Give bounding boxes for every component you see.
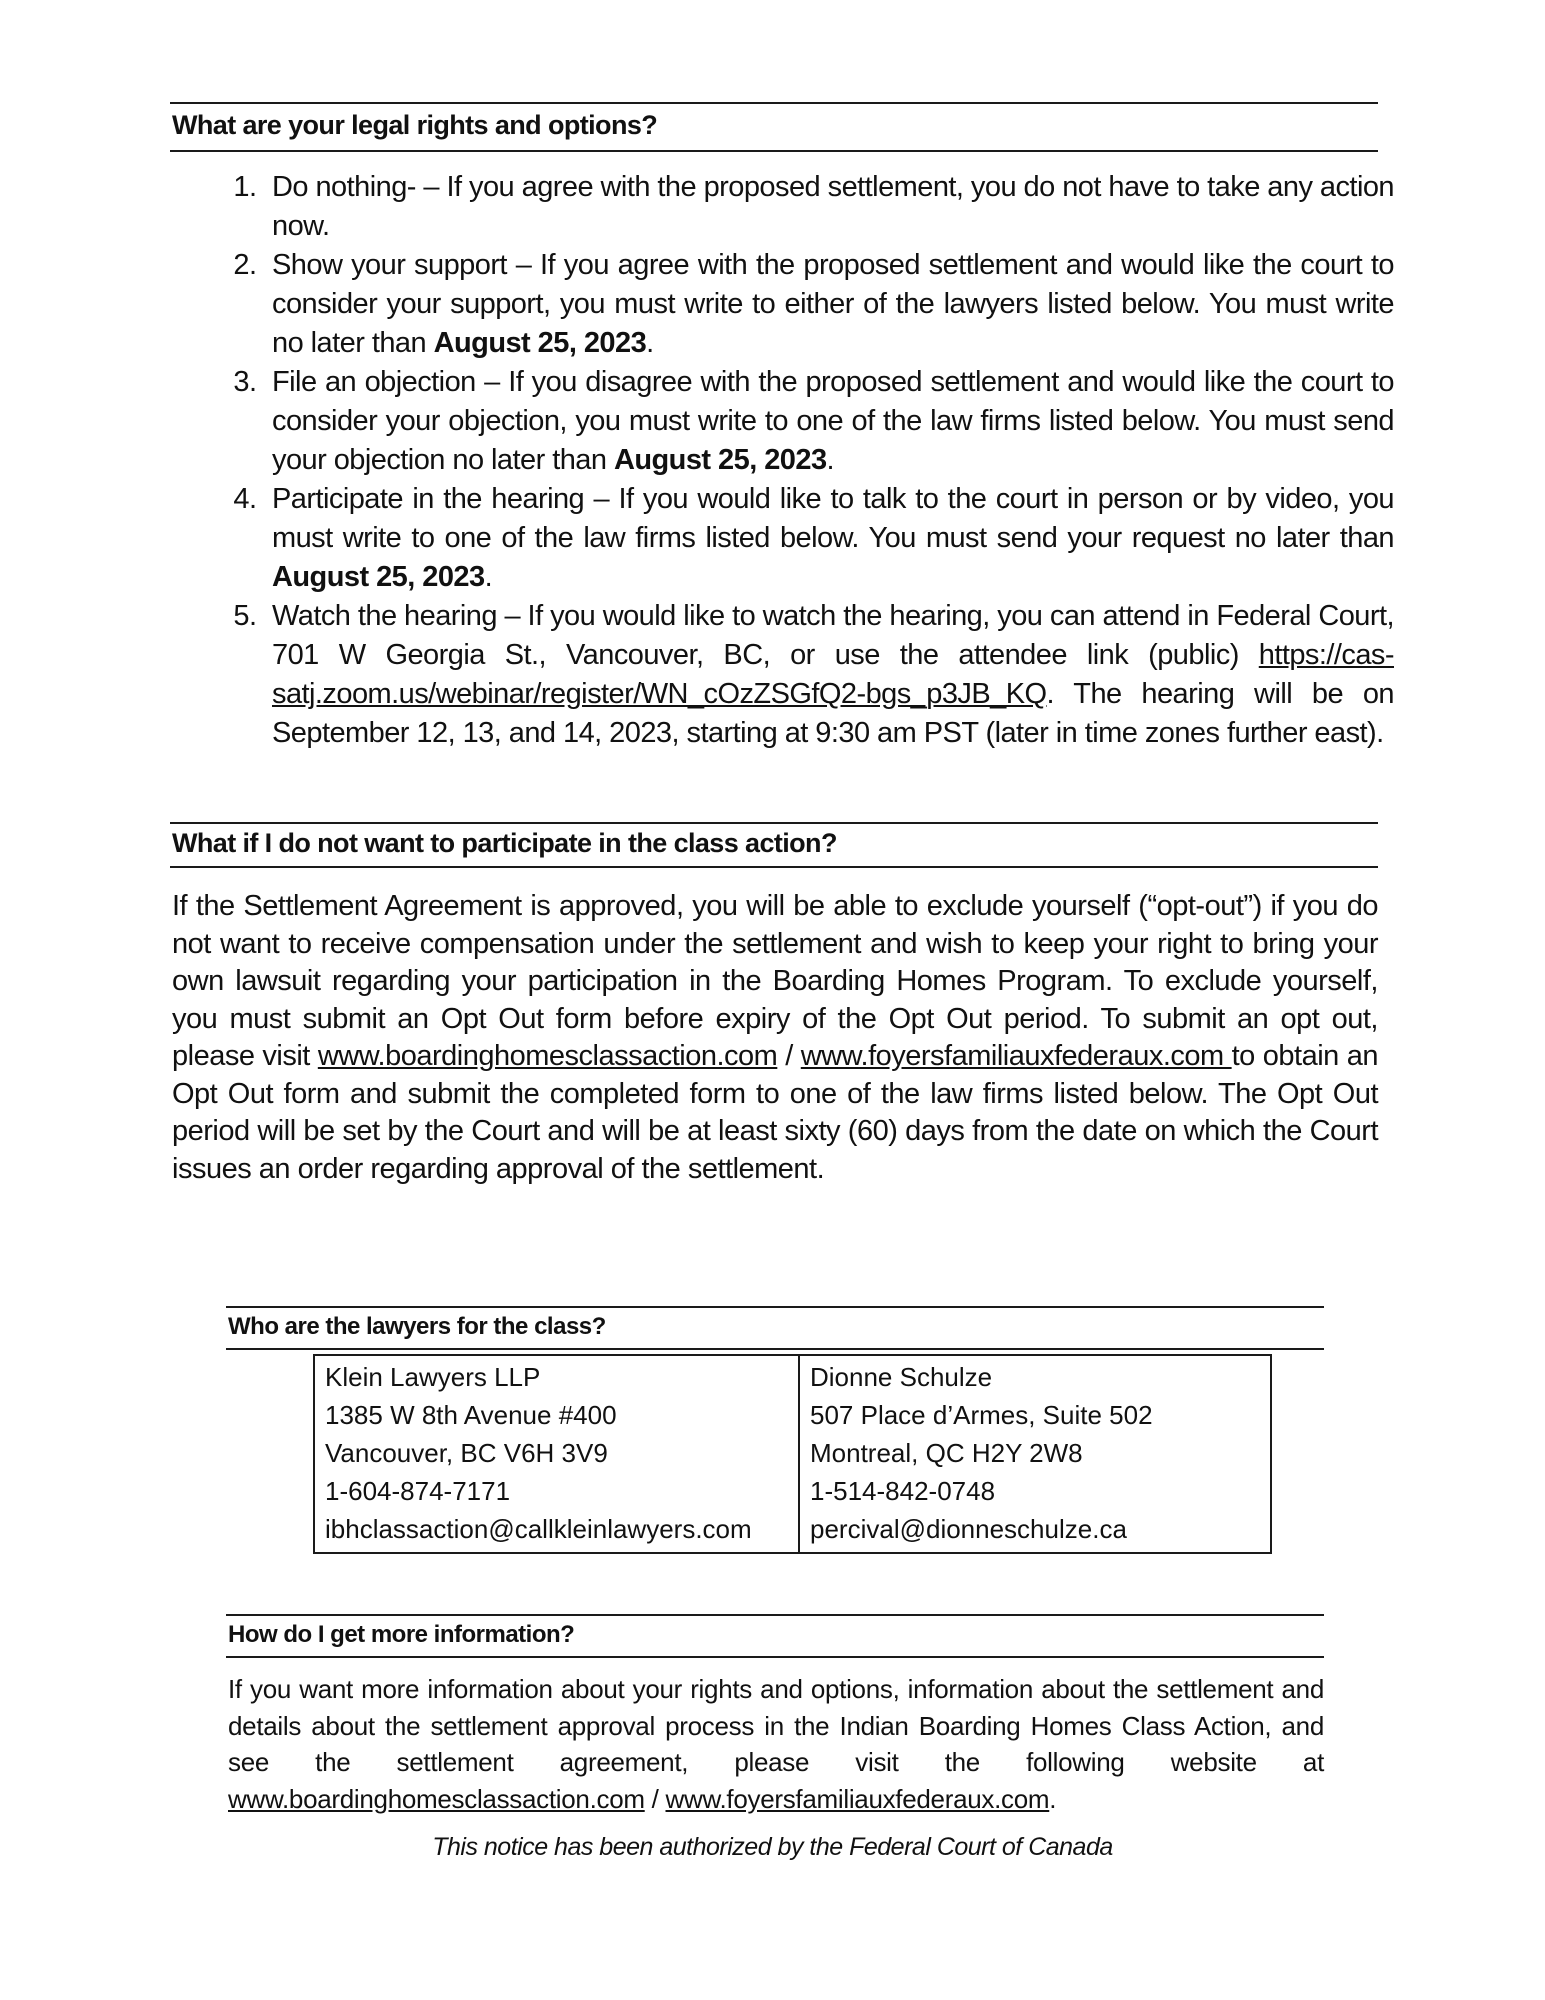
lawyers-heading: Who are the lawyers for the class? xyxy=(228,1313,606,1340)
divider xyxy=(226,1348,1324,1350)
info-suffix: . xyxy=(1049,1783,1057,1814)
option-item xyxy=(264,168,1394,246)
option-title: Show your support – xyxy=(272,249,532,281)
divider xyxy=(170,102,1378,104)
firm-city: Montreal, QC H2Y 2W8 xyxy=(810,1438,1083,1468)
firm-address: 507 Place d’Armes, Suite 502 xyxy=(810,1400,1153,1430)
firm-email[interactable]: ibhclassaction@callkleinlawyers.com xyxy=(325,1514,752,1544)
info-paragraph xyxy=(228,1671,1324,1817)
option-item xyxy=(264,246,1394,363)
option-text: If you would like to watch the hearing, you can attend in Federal Court, 701 W Georgia St., Vancouver, BC, or use the attendee link (public) xyxy=(272,600,1395,671)
firm-name: Dionne Schulze xyxy=(810,1362,993,1392)
firm-address: 1385 W 8th Avenue #400 xyxy=(325,1400,617,1430)
options-list xyxy=(212,168,1394,753)
link-separator: / xyxy=(644,1783,666,1814)
firm-name: Klein Lawyers LLP xyxy=(325,1362,541,1392)
link-separator: / xyxy=(777,1040,801,1072)
lawyers-table xyxy=(313,1354,1272,1554)
option-suffix: . xyxy=(484,561,493,593)
opt-out-heading: What if I do not want to participate in the class action? xyxy=(172,828,837,858)
option-title: Participate in the hearing – xyxy=(272,483,610,515)
divider xyxy=(226,1306,1324,1308)
option-title: Watch the hearing – xyxy=(272,600,521,632)
firm-cell-klein xyxy=(314,1355,799,1553)
info-text: If you want more information about your rights and options, information about the settlement and details about the settlement approval process in the Indian Boarding Homes Class Action, and see the settlement agreement, please visit the following website at xyxy=(228,1674,1324,1777)
info-heading: How do I get more information? xyxy=(228,1621,575,1648)
boarding-homes-link[interactable]: www.boardinghomesclassaction.com xyxy=(228,1783,645,1814)
option-deadline: August 25, 2023 xyxy=(613,444,827,476)
option-item xyxy=(264,480,1394,597)
hearing-webinar-link[interactable]: https://cas-satj.zoom.us/webinar/register/WN_cOzZSGfQ2-bgs_p3JB_KQ xyxy=(272,639,1394,710)
firm-phone: 1-514-842-0748 xyxy=(810,1476,996,1506)
firm-phone: 1-604-874-7171 xyxy=(325,1476,511,1506)
divider xyxy=(170,150,1378,152)
boarding-homes-link[interactable]: www.boardinghomesclassaction.com xyxy=(317,1040,778,1072)
opt-out-text: to obtain an Opt Out form and submit the completed form to one of the law firms listed below. The Opt Out period will be set by the Court and will be at least sixty (60) days from the date on which the Court issues an order regarding approval of the settlement. xyxy=(172,1040,1378,1185)
option-suffix: . The hearing will be on September 12, 13, and 14, 2023, starting at 9:30 am PST (later in time zones further east). xyxy=(272,678,1394,749)
firm-cell-dionne xyxy=(799,1355,1271,1553)
option-suffix: . xyxy=(646,327,654,359)
option-text: If you disagree with the proposed settlement and would like the court to consider your objection, you must write to one of the law firms listed below. You must send your objection no later than xyxy=(272,366,1395,476)
divider xyxy=(170,822,1378,824)
rights-heading: What are your legal rights and options? xyxy=(172,110,658,140)
firm-email[interactable]: percival@dionneschulze.ca xyxy=(810,1514,1127,1544)
option-text: If you would like to talk to the court in person or by video, you must write to one of the law firms listed below. You must send your request no later than xyxy=(272,483,1394,554)
firm-city: Vancouver, BC V6H 3V9 xyxy=(325,1438,608,1468)
option-deadline: August 25, 2023 xyxy=(272,561,485,593)
divider xyxy=(170,866,1378,868)
option-text: If you agree with the proposed settlement and would like the court to consider your support, you must write to either of the lawyers listed below. You must write no later than xyxy=(272,249,1394,359)
option-item xyxy=(264,363,1394,480)
foyers-familiaux-link[interactable]: www.foyersfamiliauxfederaux.com xyxy=(665,1783,1050,1814)
option-title: File an objection – xyxy=(272,366,500,398)
option-deadline: August 25, 2023 xyxy=(433,327,647,359)
option-title: Do nothing- – xyxy=(272,171,439,203)
divider xyxy=(226,1656,1324,1658)
foyers-familiaux-link[interactable]: www.foyersfamiliauxfederaux.com xyxy=(800,1040,1232,1072)
divider xyxy=(226,1614,1324,1616)
option-item xyxy=(264,597,1394,753)
authorization-note: This notice has been authorized by the Federal Court of Canada xyxy=(432,1833,1113,1861)
option-text: If you agree with the proposed settlement, you do not have to take any action now. xyxy=(272,171,1394,242)
opt-out-text: If the Settlement Agreement is approved, you will be able to exclude yourself (“opt-out”) if you do not want to receive compensation under the settlement and wish to keep your right to bring your own lawsuit regarding your participation in the Boarding Homes Program. To exclude yourself, you must submit an Opt Out form before expiry of the Opt Out period. To submit an opt out, please visit xyxy=(172,890,1378,1072)
opt-out-paragraph xyxy=(172,888,1378,1188)
option-suffix: . xyxy=(826,444,835,476)
